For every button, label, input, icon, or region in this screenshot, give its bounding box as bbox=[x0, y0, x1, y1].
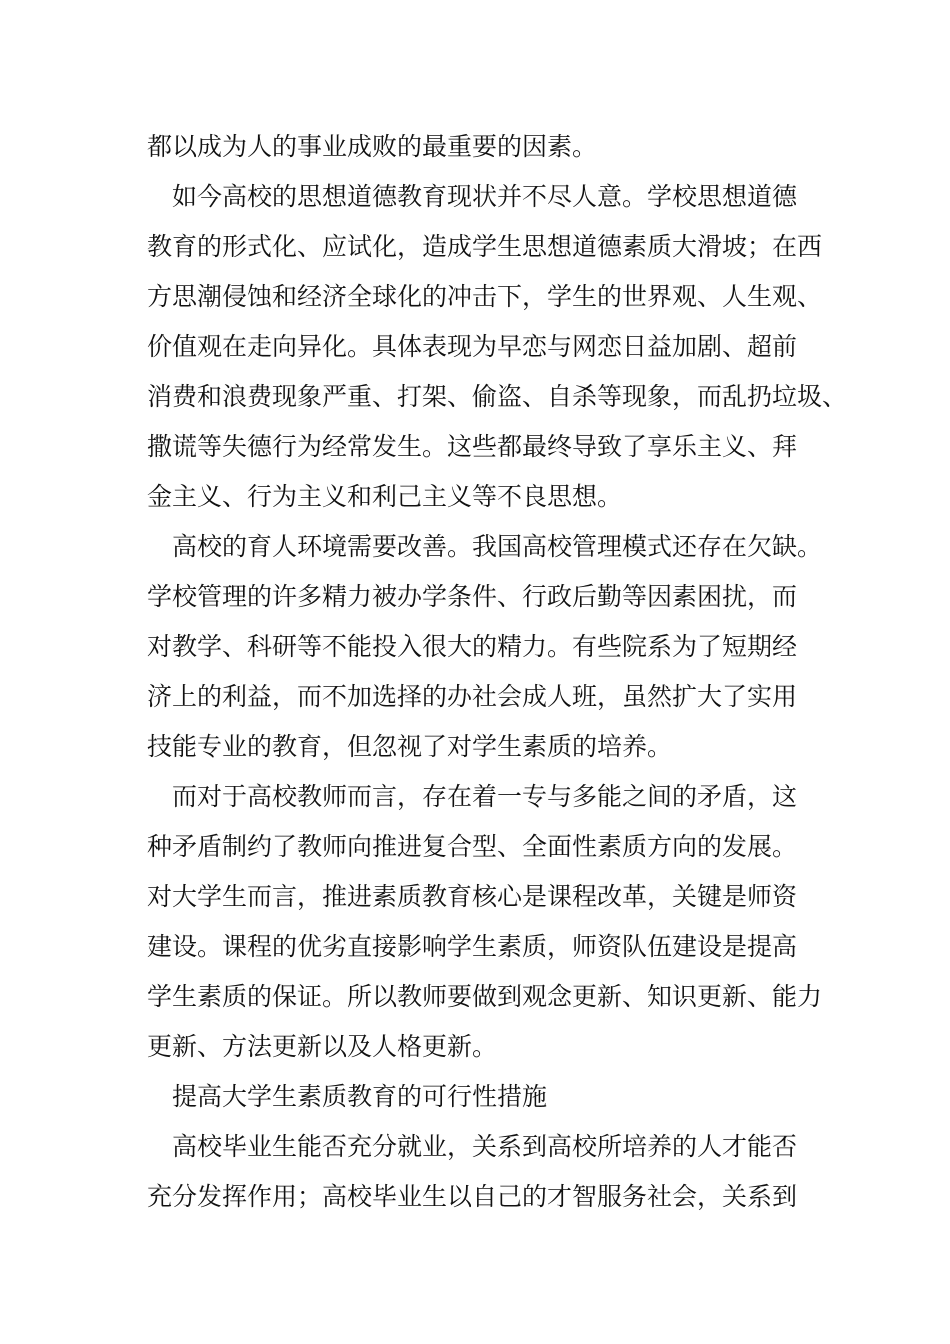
paragraph-start-line: 如今高校的思想道德教育现状并不尽人意。学校思想道德 bbox=[172, 182, 798, 211]
text-line: 充分发挥作用；高校毕业生以自己的才智服务社会，关系到 bbox=[147, 1182, 798, 1211]
text-line: 更新、方法更新以及人格更新。 bbox=[147, 1032, 498, 1061]
text-line: 教育的形式化、应试化，造成学生思想道德素质大滑坡；在西 bbox=[147, 232, 823, 261]
text-line: 种矛盾制约了教师向推进复合型、全面性素质方向的发展。 bbox=[147, 832, 798, 861]
text-line: 建设。课程的优劣直接影响学生素质，师资队伍建设是提高 bbox=[147, 932, 798, 961]
document-body bbox=[147, 122, 848, 1222]
text-line: 对大学生而言，推进素质教育核心是课程改革，关键是师资 bbox=[147, 882, 798, 911]
text-line: 学生素质的保证。所以教师要做到观念更新、知识更新、能力 bbox=[147, 982, 823, 1011]
text-line: 金主义、行为主义和利己主义等不良思想。 bbox=[147, 482, 623, 511]
paragraph-start-line: 高校毕业生能否充分就业，关系到高校所培养的人才能否 bbox=[172, 1132, 798, 1161]
text-line: 撒谎等失德行为经常发生。这些都最终导致了享乐主义、拜 bbox=[147, 432, 798, 461]
text-line: 济上的利益，而不加选择的办社会成人班，虽然扩大了实用 bbox=[147, 682, 798, 711]
section-heading: 提高大学生素质教育的可行性措施 bbox=[172, 1082, 548, 1111]
text-line: 对教学、科研等不能投入很大的精力。有些院系为了短期经 bbox=[147, 632, 798, 661]
paragraph-start-line: 高校的育人环境需要改善。我国高校管理模式还存在欠缺。 bbox=[172, 532, 823, 561]
text-line: 学校管理的许多精力被办学条件、行政后勤等因素困扰，而 bbox=[147, 582, 798, 611]
paragraph-start-line: 而对于高校教师而言，存在着一专与多能之间的矛盾，这 bbox=[172, 782, 798, 811]
text-line: 技能专业的教育，但忽视了对学生素质的培养。 bbox=[147, 732, 673, 761]
text-line: 消费和浪费现象严重、打架、偷盗、自杀等现象，而乱扔垃圾、 bbox=[147, 382, 848, 411]
text-line: 都以成为人的事业成败的最重要的因素。 bbox=[147, 132, 598, 161]
text-line: 价值观在走向异化。具体表现为早恋与网恋日益加剧、超前 bbox=[147, 332, 798, 361]
text-line: 方思潮侵蚀和经济全球化的冲击下，学生的世界观、人生观、 bbox=[147, 282, 823, 311]
